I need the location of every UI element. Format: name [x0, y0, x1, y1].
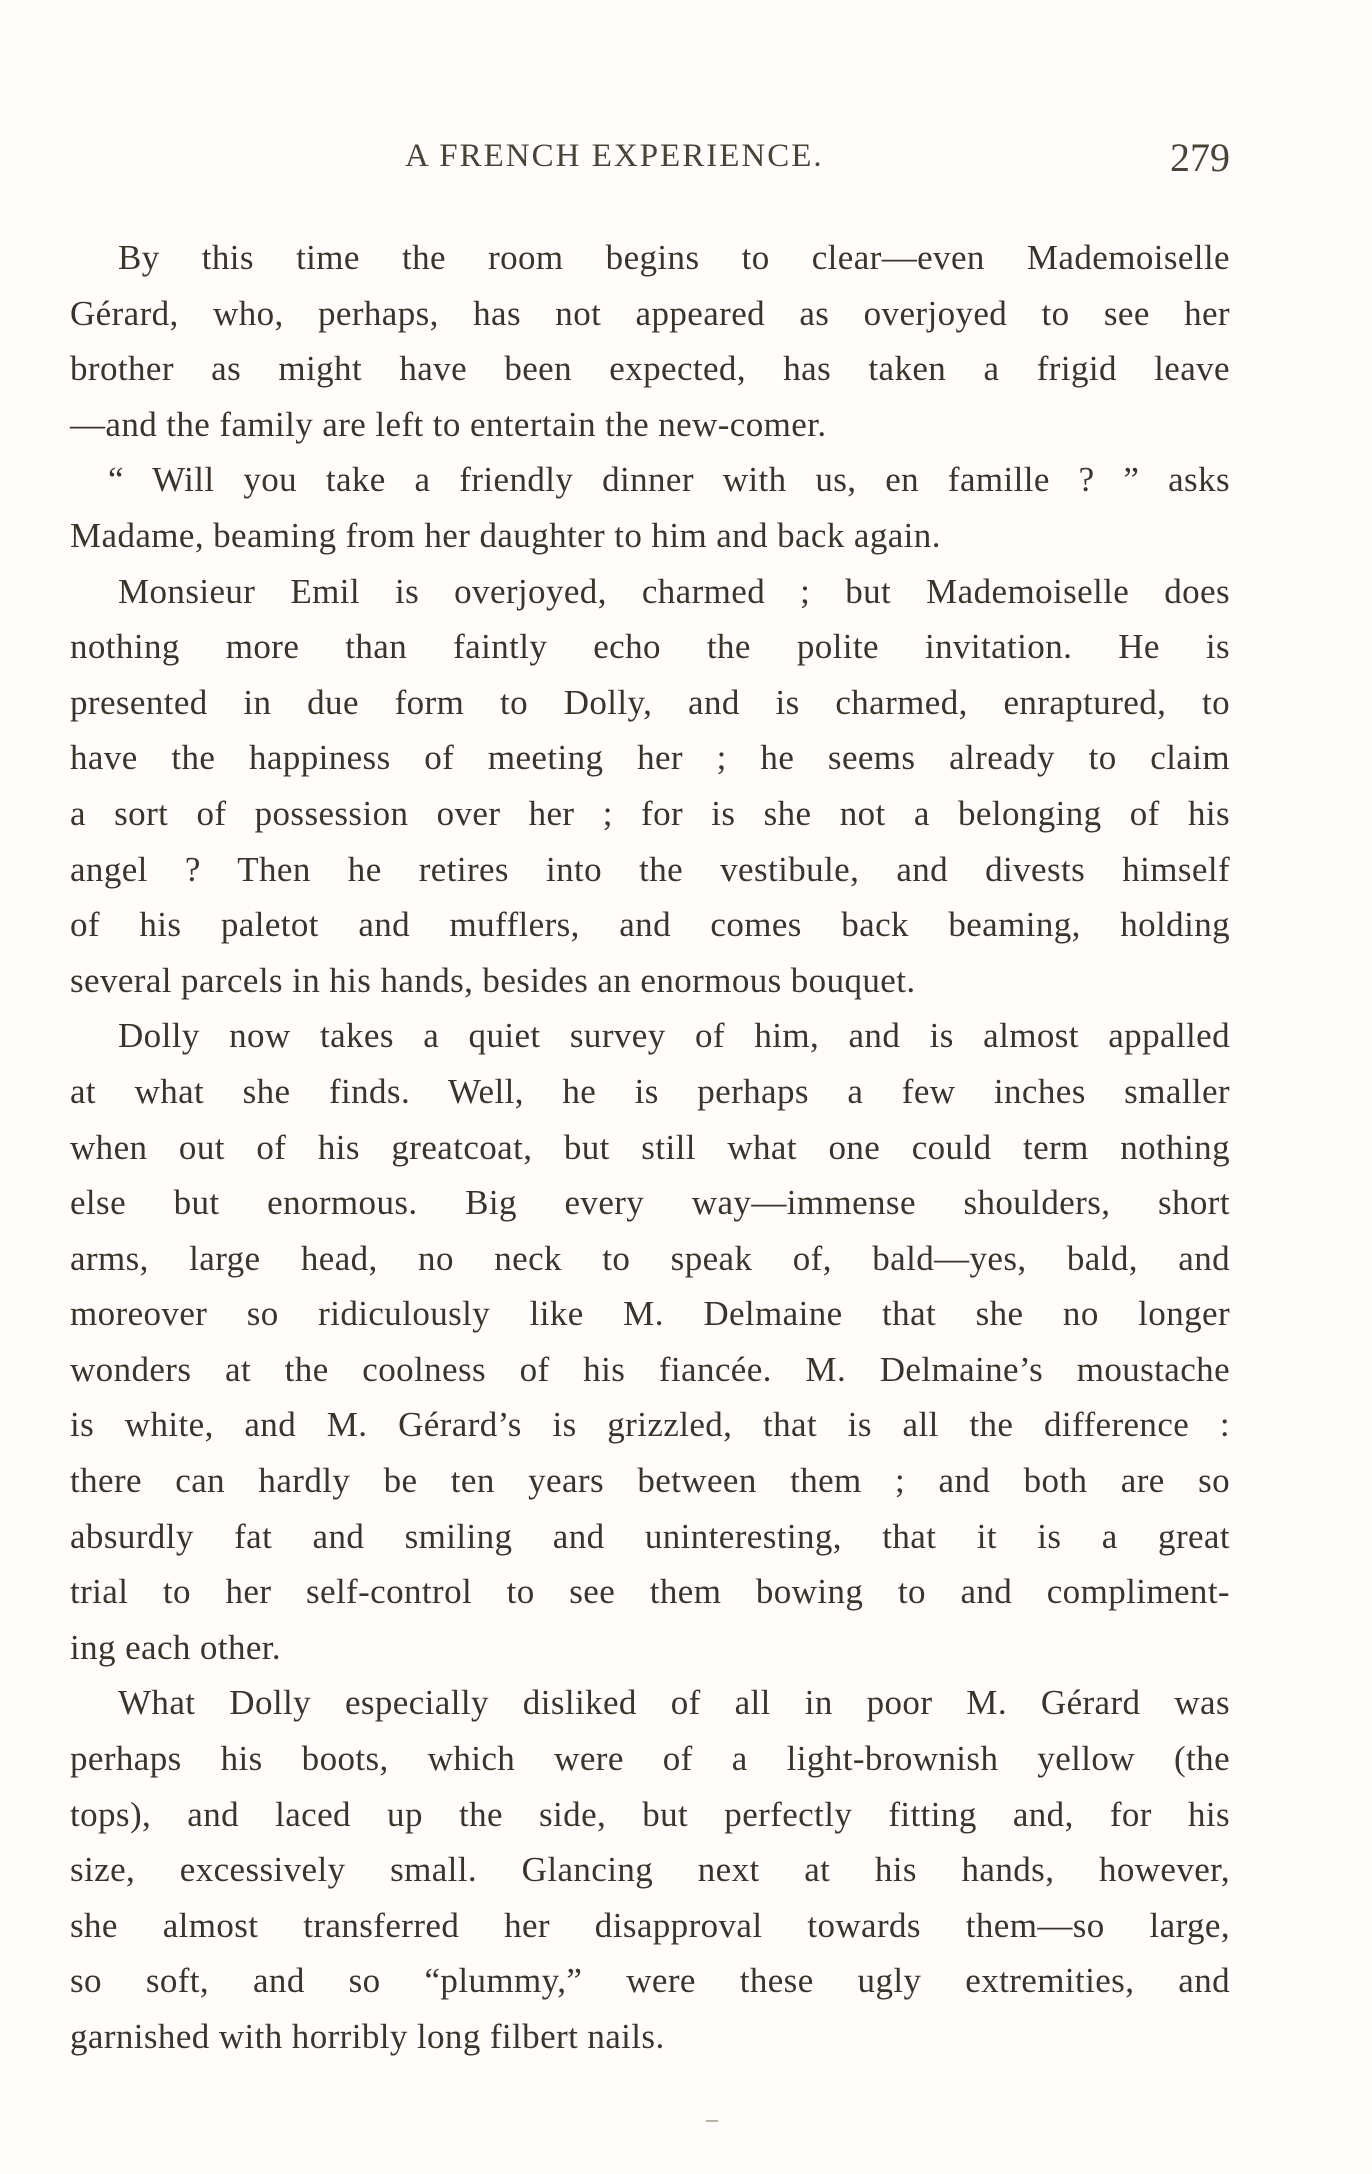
text-line: so soft, and so “plummy,” were these ugly extremities, and	[70, 1961, 1230, 2001]
text-line: angel ? Then he retires into the vestibule, and divests himself	[70, 849, 1230, 889]
text-line: several parcels in his hands, besides an enormous bouquet.	[70, 960, 916, 1000]
text-line: brother as might have been expected, has taken a frigid leave	[70, 349, 1230, 389]
text-line: of his paletot and mufflers, and comes back beaming, holding	[70, 905, 1230, 945]
text-line: trial to her self-control to see them bowing to and compliment-	[70, 1572, 1230, 1612]
text-line: at what she finds. Well, he is perhaps a few inches smaller	[70, 1071, 1230, 1111]
text-line: arms, large head, no neck to speak of, bald—yes, bald, and	[70, 1238, 1230, 1278]
text-line: size, excessively small. Glancing next at his hands, however,	[70, 1850, 1230, 1890]
text-line: moreover so ridiculously like M. Delmaine that she no longer	[70, 1294, 1230, 1334]
text-line: tops), and laced up the side, but perfectly fitting and, for his	[70, 1794, 1230, 1834]
text-line: Dolly now takes a quiet survey of him, and is almost appalled	[118, 1016, 1230, 1056]
text-line: “ Will you take a friendly dinner with us, en famille ? ” asks	[108, 460, 1230, 500]
text-line: nothing more than faintly echo the polite invitation. He is	[70, 627, 1230, 667]
text-line: Monsieur Emil is overjoyed, charmed ; but Mademoiselle does	[118, 571, 1230, 611]
text-line: garnished with horribly long filbert nails.	[70, 2017, 665, 2056]
text-line: have the happiness of meeting her ; he seems already to claim	[70, 738, 1230, 778]
text-line: By this time the room begins to clear—even Mademoiselle	[118, 238, 1230, 277]
text-line: there can hardly be ten years between them ; and both are so	[70, 1461, 1230, 1501]
text-line: What Dolly especially disliked of all in poor M. Gérard was	[118, 1683, 1230, 1723]
page-number: 279	[1170, 135, 1230, 180]
print-mark	[706, 2120, 718, 2122]
running-title: A FRENCH EXPERIENCE.	[405, 138, 824, 174]
text-line: perhaps his boots, which were of a light-brownish yellow (the	[70, 1739, 1230, 1779]
text-line: she almost transferred her disapproval towards them—so large,	[70, 1905, 1230, 1945]
text-line: ing each other.	[70, 1627, 282, 1667]
text-line: absurdly fat and smiling and uninteresting, that it is a great	[70, 1516, 1230, 1556]
text-line: a sort of possession over her ; for is she not a belonging of his	[70, 793, 1230, 833]
running-header	[70, 135, 1230, 182]
text-line: when out of his greatcoat, but still what one could term nothing	[70, 1127, 1230, 1167]
text-line: presented in due form to Dolly, and is charmed, enraptured, to	[70, 682, 1230, 722]
text-line: —and the family are left to entertain the new-comer.	[70, 404, 827, 444]
text-line: is white, and M. Gérard’s is grizzled, that is all the difference :	[70, 1405, 1230, 1445]
body-text	[70, 230, 1230, 2065]
text-line: else but enormous. Big every way—immense shoulders, short	[70, 1183, 1230, 1223]
text-line: Madame, beaming from her daughter to him and back again.	[70, 515, 941, 555]
text-line: wonders at the coolness of his fiancée. M. Delmaine’s moustache	[70, 1349, 1230, 1389]
text-line: Gérard, who, perhaps, has not appeared as overjoyed to see her	[70, 293, 1230, 333]
